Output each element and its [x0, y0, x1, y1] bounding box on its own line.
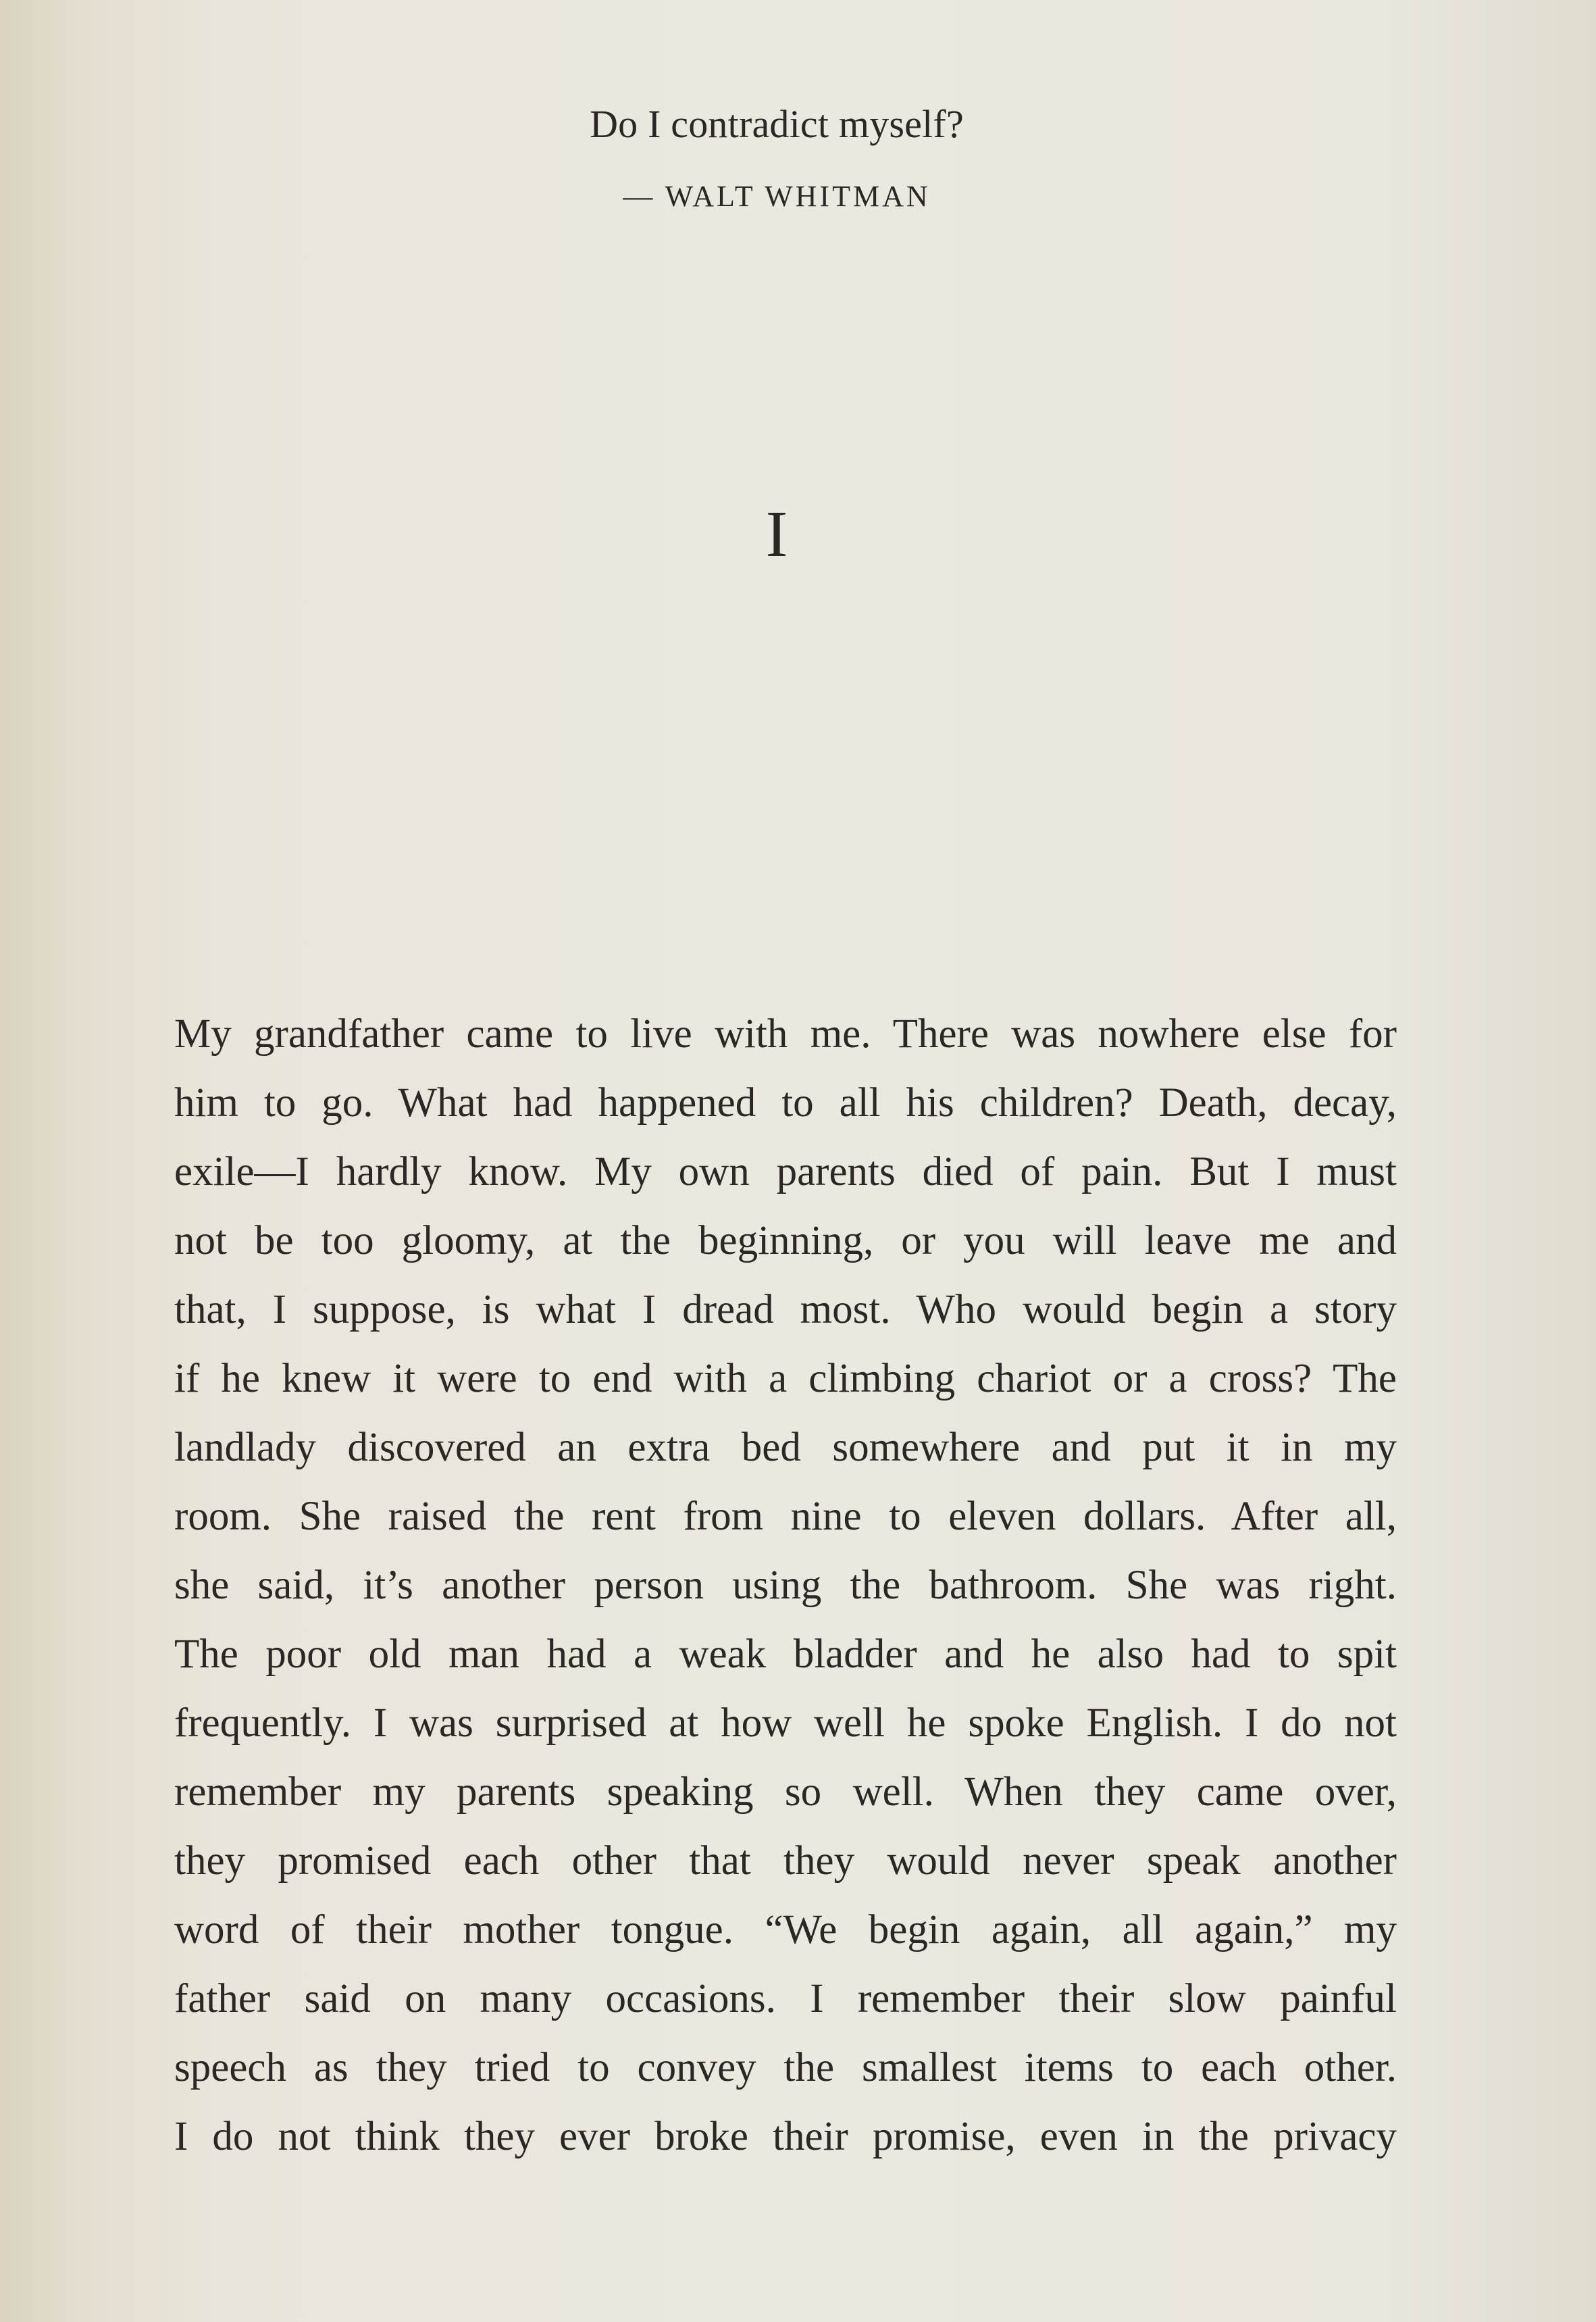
- body-line: father said on many occasions. I remember their slow painful: [174, 1976, 1397, 2021]
- body-line: I do not think they ever broke their promise, even in the privacy: [174, 2114, 1397, 2159]
- body-line: if he knew it were to end with a climbing chariot or a cross? The: [174, 1356, 1397, 1401]
- body-line: remember my parents speaking so well. When they came over,: [174, 1769, 1397, 1815]
- body-text: [174, 1000, 1397, 2171]
- body-line: room. She raised the rent from nine to eleven dollars. After all,: [174, 1494, 1397, 1539]
- body-line: The poor old man had a weak bladder and he also had to spit: [174, 1632, 1397, 1677]
- body-line: word of their mother tongue. “We begin again, all again,” my: [174, 1907, 1397, 1952]
- epigraph-quote: Do I contradict myself?: [590, 102, 964, 146]
- body-line: speech as they tried to convey the smallest items to each other.: [174, 2045, 1397, 2090]
- body-line: they promised each other that they would never speak another: [174, 1838, 1397, 1884]
- body-line: not be too gloomy, at the beginning, or you will leave me and: [174, 1218, 1397, 1263]
- body-line: My grandfather came to live with me. There was nowhere else for: [174, 1011, 1397, 1057]
- body-line: frequently. I was surprised at how well he spoke English. I do not: [174, 1700, 1397, 1746]
- body-line: landlady discovered an extra bed somewhere and put it in my: [174, 1425, 1397, 1470]
- epigraph-attribution: — WALT WHITMAN: [623, 180, 931, 213]
- body-line: him to go. What had happened to all his children? Death, decay,: [174, 1080, 1397, 1126]
- chapter-number: I: [765, 498, 788, 571]
- body-line: she said, it’s another person using the bathroom. She was right.: [174, 1563, 1397, 1608]
- body-line: exile—I hardly know. My own parents died of pain. But I must: [174, 1149, 1397, 1194]
- body-line: that, I suppose, is what I dread most. Who would begin a story: [174, 1287, 1397, 1332]
